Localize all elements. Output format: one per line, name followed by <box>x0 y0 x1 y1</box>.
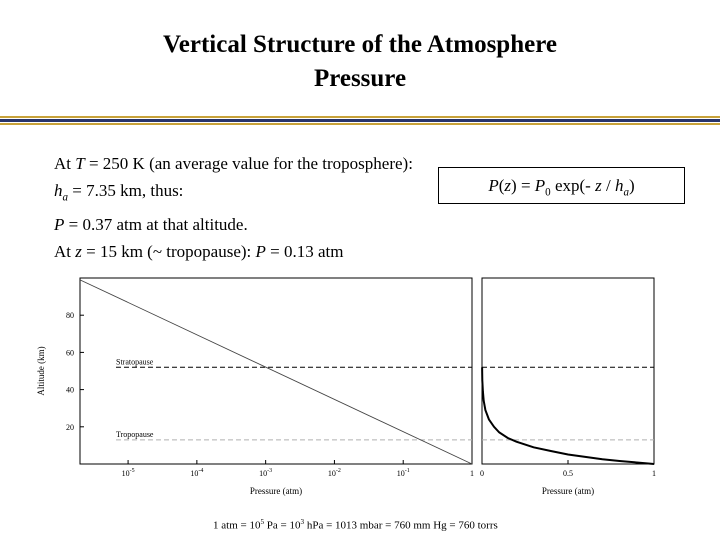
x-tick-label: $10^{-2}$ <box>327 468 341 478</box>
y-tick-label: 40 <box>66 385 74 395</box>
x-tick-label: 1 <box>652 469 656 478</box>
y-tick-label: 20 <box>66 422 74 432</box>
body-text <box>54 150 414 265</box>
x-tick-label: $10^{-4}$ <box>190 468 204 478</box>
slide-title <box>0 28 720 96</box>
log-pressure-chart <box>30 272 480 507</box>
y-tick-label: 60 <box>66 348 74 358</box>
body-line-2: P = 0.37 atm at that altitude. <box>54 215 248 235</box>
equation-text: $P(z) = P_0$ exp(- z / $h_a$) <box>488 176 635 199</box>
x-tick-label: $10^{-5}$ <box>121 468 135 478</box>
y-axis-label: Altitude (km) <box>36 346 46 396</box>
title-line-1: Vertical Structure of the Atmosphere <box>163 31 557 58</box>
equation-box <box>438 167 685 204</box>
x-tick-label: 1 <box>470 469 474 478</box>
body-line-3: At z = 15 km (~ tropopause): P = 0.13 atm <box>54 242 344 262</box>
x-axis-label: Pressure (atm) <box>541 486 595 496</box>
tropopause-label: Tropopause <box>116 429 154 439</box>
y-tick-label: 80 <box>66 311 74 321</box>
x-tick-label: 0.5 <box>563 469 573 478</box>
body-line-1: At T = 250 K (an average value for the troposphere): $h_a = 7.35$ km, thus: <box>54 154 413 204</box>
x-tick-label: 0 <box>480 469 484 478</box>
x-axis-label: Pressure (atm) <box>249 486 303 496</box>
x-tick-label: $10^{-3}$ <box>259 468 273 478</box>
footnote: 1 atm = $10^5$ $Pa = 10^3$ hPa = 1013 mbar = 760 mm Hg = 760 torrs <box>213 518 498 532</box>
stratopause-label: Stratopause <box>116 357 154 367</box>
title-line-2: Pressure <box>313 65 407 92</box>
linear-pressure-chart <box>478 272 660 507</box>
pressure-curve <box>482 367 654 464</box>
x-tick-label: $10^{-1}$ <box>396 468 410 478</box>
plot-frame <box>482 278 654 464</box>
title-rule <box>0 116 720 125</box>
